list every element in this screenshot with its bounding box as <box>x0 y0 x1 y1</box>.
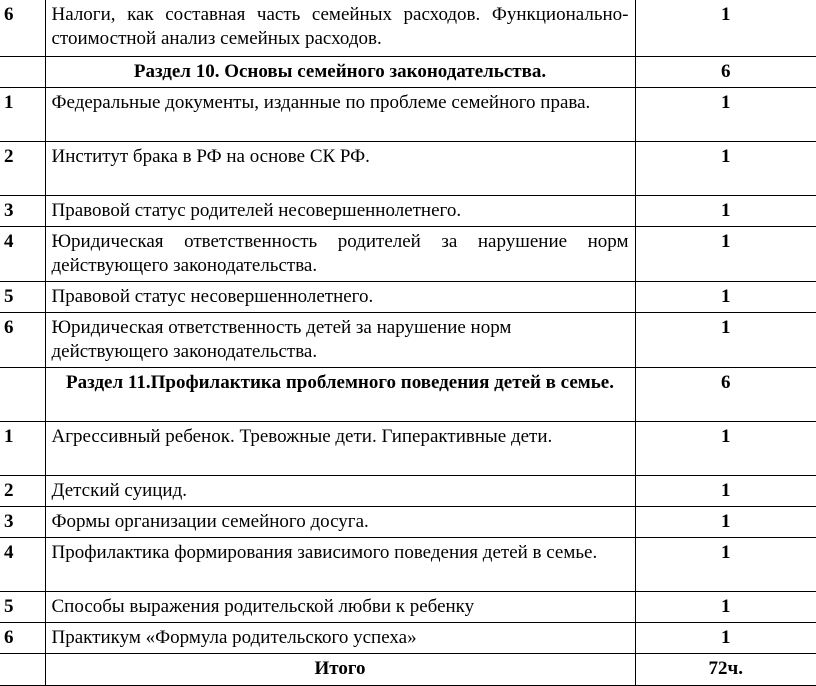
row-topic: Правовой статус родителей несовершеннолетнего. <box>45 195 635 226</box>
section-row <box>0 56 816 87</box>
table-row <box>0 591 816 622</box>
row-hours: 1 <box>635 281 816 312</box>
table-row <box>0 537 816 591</box>
row-number-empty <box>0 56 45 87</box>
table-row <box>0 475 816 506</box>
row-number: 5 <box>0 281 45 312</box>
table-row <box>0 506 816 537</box>
row-number-empty <box>0 367 45 421</box>
section-title: Раздел 11.Профилактика проблемного поведения детей в семье. <box>45 367 635 421</box>
row-topic: Юридическая ответственность родителей за нарушение норм действующего законодательства. <box>45 226 635 281</box>
row-topic: Правовой статус несовершеннолетнего. <box>45 281 635 312</box>
row-number: 3 <box>0 195 45 226</box>
row-topic: Федеральные документы, изданные по проблеме семейного права. <box>45 87 635 141</box>
row-topic: Институт брака в РФ на основе СК РФ. <box>45 141 635 195</box>
row-topic: Способы выражения родительской любви к ребенку <box>45 591 635 622</box>
table-row <box>0 281 816 312</box>
row-number: 4 <box>0 537 45 591</box>
row-number: 4 <box>0 226 45 281</box>
row-topic: Практикум «Формула родительского успеха» <box>45 622 635 653</box>
row-number: 1 <box>0 87 45 141</box>
total-label: Итого <box>45 653 635 685</box>
row-hours: 1 <box>635 87 816 141</box>
row-topic: Профилактика формирования зависимого поведения детей в семье. <box>45 537 635 591</box>
row-number: 6 <box>0 622 45 653</box>
row-number: 2 <box>0 475 45 506</box>
row-hours: 1 <box>635 195 816 226</box>
row-hours: 1 <box>635 421 816 475</box>
total-row <box>0 653 816 685</box>
row-hours: 1 <box>635 0 816 56</box>
row-topic: Юридическая ответственность детей за нарушение норм действующего законодательства. <box>45 312 635 367</box>
table-row <box>0 195 816 226</box>
table-row <box>0 87 816 141</box>
row-topic: Налоги, как составная часть семейных расходов. Функционально-стоимостной анализ семейных расходов. <box>45 0 635 56</box>
row-hours: 1 <box>635 506 816 537</box>
row-number: 2 <box>0 141 45 195</box>
section-row <box>0 367 816 421</box>
section-hours: 6 <box>635 367 816 421</box>
row-hours: 1 <box>635 475 816 506</box>
table-row <box>0 622 816 653</box>
row-topic: Формы организации семейного досуга. <box>45 506 635 537</box>
section-title: Раздел 10. Основы семейного законодательства. <box>45 56 635 87</box>
row-number: 6 <box>0 0 45 56</box>
row-hours: 1 <box>635 591 816 622</box>
row-hours: 1 <box>635 141 816 195</box>
table-row <box>0 312 816 367</box>
row-number: 5 <box>0 591 45 622</box>
row-hours: 1 <box>635 622 816 653</box>
total-hours: 72ч. <box>635 653 816 685</box>
table-row <box>0 0 816 56</box>
row-hours: 1 <box>635 312 816 367</box>
row-topic: Агрессивный ребенок. Тревожные дети. Гиперактивные дети. <box>45 421 635 475</box>
table-row <box>0 141 816 195</box>
row-number-empty <box>0 653 45 685</box>
table-row <box>0 226 816 281</box>
row-number: 1 <box>0 421 45 475</box>
row-topic: Детский суицид. <box>45 475 635 506</box>
row-number: 6 <box>0 312 45 367</box>
row-hours: 1 <box>635 537 816 591</box>
row-hours: 1 <box>635 226 816 281</box>
table-row <box>0 421 816 475</box>
section-hours: 6 <box>635 56 816 87</box>
row-number: 3 <box>0 506 45 537</box>
